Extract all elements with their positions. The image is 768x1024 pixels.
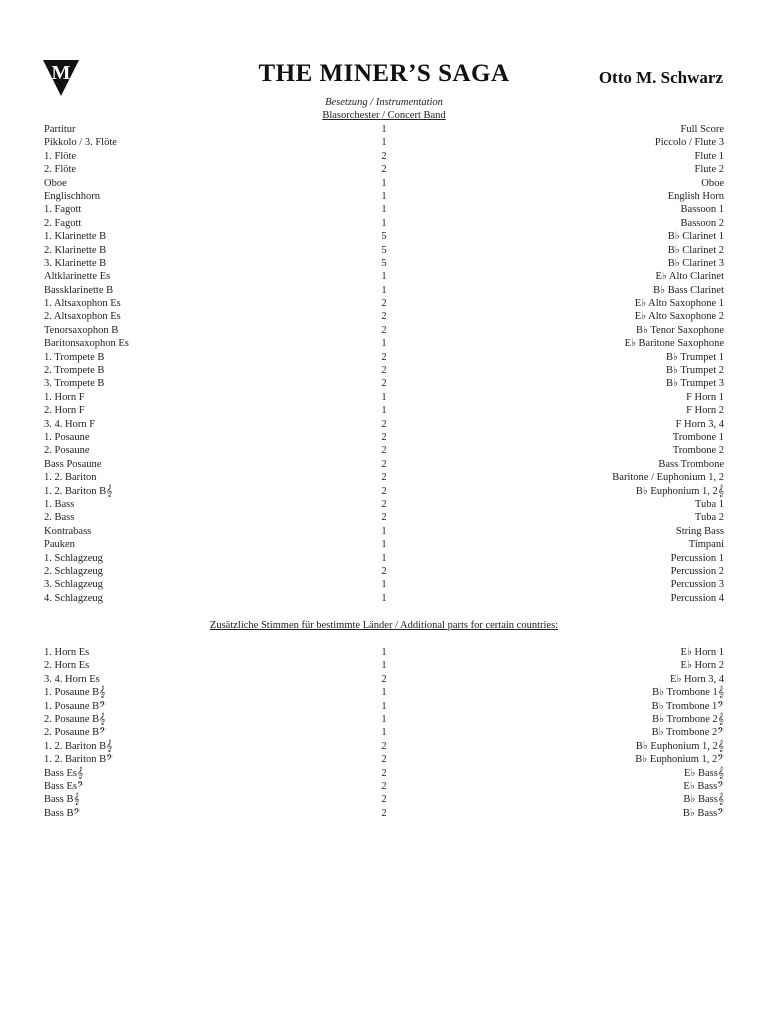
part-row xyxy=(44,700,724,713)
part-row xyxy=(44,726,724,739)
part-row xyxy=(44,686,724,699)
part-name-en: Oboe xyxy=(701,177,724,189)
part-row xyxy=(44,538,724,551)
part-name-en: E♭ Alto Clarinet xyxy=(655,271,724,283)
part-name-en: B♭ Trumpet 2 xyxy=(665,365,724,377)
part-name-en: Percussion 1 xyxy=(670,552,724,564)
part-row xyxy=(44,364,724,377)
part-count: 2 xyxy=(381,431,387,443)
part-count: 2 xyxy=(381,767,387,779)
part-name-de: 2. Fagott xyxy=(44,217,82,229)
part-name-en: E♭ Horn 3, 4 xyxy=(670,673,724,685)
part-name-de: 1. Posaune B𝄞 xyxy=(44,687,106,699)
page-title: THE MINER’S SAGA xyxy=(258,60,510,87)
part-name-de: Bass Es𝄞 xyxy=(44,767,84,779)
svg-text:M: M xyxy=(51,62,71,84)
part-row xyxy=(44,444,724,457)
part-row xyxy=(44,230,724,243)
additional-parts-heading: Zusätzliche Stimmen für bestimmte Länder / Additional parts for certain countries: xyxy=(209,620,559,631)
part-count: 1 xyxy=(381,525,387,537)
part-count: 1 xyxy=(381,539,387,551)
part-count: 5 xyxy=(381,231,387,243)
part-row xyxy=(44,337,724,350)
part-count: 5 xyxy=(381,257,387,269)
part-name-de: 3. Klarinette B xyxy=(44,257,107,269)
part-name-de: 1. Trompete B xyxy=(44,351,105,363)
part-name-de: 1. Schlagzeug xyxy=(44,552,103,564)
part-count: 2 xyxy=(381,512,387,524)
part-name-de: 1. Altsaxophon Es xyxy=(44,298,121,310)
additional-parts-list xyxy=(44,646,724,820)
part-name-en: B♭ Trumpet 3 xyxy=(665,378,724,390)
part-name-de: Bass B𝄞 xyxy=(44,794,80,806)
part-count: 2 xyxy=(381,740,387,752)
part-count: 1 xyxy=(381,190,387,202)
part-count: 2 xyxy=(381,164,387,176)
part-row xyxy=(44,404,724,417)
part-name-de: 2. Posaune B𝄢 xyxy=(44,727,106,739)
part-name-de: 3. 4. Horn F xyxy=(44,418,96,430)
part-count: 1 xyxy=(381,124,387,135)
part-count: 2 xyxy=(381,673,387,685)
part-count: 1 xyxy=(381,177,387,189)
part-name-de: 2. Horn Es xyxy=(44,660,90,672)
part-name-de: Bass Posaune xyxy=(44,458,102,470)
part-count: 2 xyxy=(381,324,387,336)
part-count: 1 xyxy=(381,727,387,739)
part-name-de: 1. 2. Bariton B𝄞 xyxy=(44,485,113,497)
part-name-de: 1. 2. Bariton B𝄞 xyxy=(44,740,113,752)
part-name-de: 2. Trompete B xyxy=(44,365,105,377)
part-count: 2 xyxy=(381,150,387,162)
part-count: 1 xyxy=(381,700,387,712)
part-name-en: Tuba 2 xyxy=(694,512,724,524)
part-count: 1 xyxy=(381,647,387,658)
part-row xyxy=(44,646,724,659)
part-name-en: Bassoon 2 xyxy=(680,217,724,229)
part-name-de: 1. Horn F xyxy=(44,391,85,403)
part-name-en: String Bass xyxy=(675,525,724,537)
part-row xyxy=(44,190,724,203)
part-row xyxy=(44,498,724,511)
part-row xyxy=(44,150,724,163)
part-row xyxy=(44,136,724,149)
part-name-en: English Horn xyxy=(667,190,724,202)
part-row xyxy=(44,673,724,686)
part-name-en: Percussion 4 xyxy=(670,592,724,604)
part-name-en: Timpani xyxy=(688,539,724,551)
part-row xyxy=(44,391,724,404)
part-count: 2 xyxy=(381,754,387,766)
composer-name: Otto M. Schwarz xyxy=(598,68,723,87)
part-row xyxy=(44,284,724,297)
part-row xyxy=(44,565,724,578)
part-count: 2 xyxy=(381,445,387,457)
part-name-en: B♭ Euphonium 1, 2𝄞 xyxy=(635,485,724,497)
part-count: 1 xyxy=(381,713,387,725)
part-name-en: Flute 1 xyxy=(694,150,724,162)
part-count: 1 xyxy=(381,405,387,417)
part-row xyxy=(44,740,724,753)
part-name-de: Oboe xyxy=(44,177,67,189)
part-count: 2 xyxy=(381,418,387,430)
part-row xyxy=(44,458,724,471)
part-name-en: Piccolo / Flute 3 xyxy=(654,137,724,149)
part-name-de: 1. Flöte xyxy=(44,150,77,162)
part-name-de: 2. Posaune xyxy=(44,445,90,457)
part-name-en: F Horn 2 xyxy=(686,405,724,417)
parts-list xyxy=(44,123,724,605)
part-name-en: Bassoon 1 xyxy=(680,204,724,216)
part-name-de: 2. Klarinette B xyxy=(44,244,107,256)
part-name-en: Baritone / Euphonium 1, 2 xyxy=(612,472,724,484)
part-name-en: Percussion 2 xyxy=(670,565,724,577)
part-name-en: Full Score xyxy=(680,124,724,135)
part-name-en: B♭ Euphonium 1, 2𝄢 xyxy=(635,754,724,766)
part-count: 2 xyxy=(381,807,387,819)
part-row xyxy=(44,793,724,806)
part-count: 2 xyxy=(381,365,387,377)
part-name-de: 2. Bass xyxy=(44,512,75,524)
part-count: 1 xyxy=(381,592,387,604)
part-name-de: 2. Altsaxophon Es xyxy=(44,311,121,323)
part-row xyxy=(44,431,724,444)
part-name-de: 3. Schlagzeug xyxy=(44,579,103,591)
part-count: 1 xyxy=(381,284,387,296)
part-row xyxy=(44,418,724,431)
part-name-de: 1. Fagott xyxy=(44,204,82,216)
part-row xyxy=(44,177,724,190)
part-row xyxy=(44,753,724,766)
part-count: 5 xyxy=(381,244,387,256)
part-count: 2 xyxy=(381,298,387,310)
part-name-en: B♭ Clarinet 2 xyxy=(667,244,724,256)
part-count: 1 xyxy=(381,271,387,283)
part-count: 2 xyxy=(381,311,387,323)
part-row xyxy=(44,767,724,780)
part-count: 1 xyxy=(381,391,387,403)
part-row xyxy=(44,244,724,257)
part-row xyxy=(44,203,724,216)
part-name-de: 1. Klarinette B xyxy=(44,231,107,243)
part-count: 1 xyxy=(381,204,387,216)
part-name-en: B♭ Trombone 1𝄢 xyxy=(651,700,724,712)
part-count: 2 xyxy=(381,378,387,390)
instrumentation-subtitle: Besetzung / Instrumentation xyxy=(325,97,443,108)
part-count: 2 xyxy=(381,498,387,510)
part-count: 2 xyxy=(381,458,387,470)
part-row xyxy=(44,485,724,498)
part-name-de: 1. Posaune xyxy=(44,431,90,443)
part-name-en: E♭ Horn 1 xyxy=(680,647,724,658)
part-name-en: Trombone 1 xyxy=(672,431,724,443)
part-name-de: 1. 2. Bariton B𝄢 xyxy=(44,754,113,766)
part-name-en: F Horn 1 xyxy=(686,391,724,403)
part-count: 2 xyxy=(381,794,387,806)
part-row xyxy=(44,471,724,484)
part-name-de: Baritonsaxophon Es xyxy=(44,338,129,350)
part-row xyxy=(44,351,724,364)
part-count: 1 xyxy=(381,687,387,699)
part-name-en: Percussion 3 xyxy=(670,579,724,591)
part-count: 1 xyxy=(381,552,387,564)
part-name-de: Englischhorn xyxy=(44,190,100,202)
part-name-en: B♭ Tenor Saxophone xyxy=(635,324,724,336)
part-name-en: Trombone 2 xyxy=(672,445,724,457)
part-name-en: B♭ Bass𝄢 xyxy=(682,807,724,819)
part-count: 1 xyxy=(381,579,387,591)
part-name-de: Tenorsaxophon B xyxy=(44,324,119,336)
part-name-en: B♭ Clarinet 3 xyxy=(667,257,724,269)
part-name-de: 3. Trompete B xyxy=(44,378,105,390)
ensemble-label: Blasorchester / Concert Band xyxy=(322,110,446,121)
part-name-de: 2. Posaune B𝄞 xyxy=(44,713,106,725)
part-name-de: Bass B𝄢 xyxy=(44,807,81,819)
part-name-de: 3. 4. Horn Es xyxy=(44,673,100,685)
part-row xyxy=(44,270,724,283)
part-name-en: E♭ Alto Saxophone 1 xyxy=(634,298,724,310)
part-name-de: 2. Flöte xyxy=(44,164,77,176)
part-row xyxy=(44,592,724,605)
part-name-de: Pikkolo / 3. Flöte xyxy=(44,137,117,149)
part-count: 2 xyxy=(381,780,387,792)
part-name-en: E♭ Bass𝄞 xyxy=(683,767,724,779)
part-name-de: 2. Schlagzeug xyxy=(44,565,103,577)
part-name-en: B♭ Bass Clarinet xyxy=(653,284,724,296)
part-name-en: E♭ Baritone Saxophone xyxy=(624,338,724,350)
part-name-en: E♭ Alto Saxophone 2 xyxy=(634,311,724,323)
part-count: 1 xyxy=(381,660,387,672)
part-name-en: E♭ Horn 2 xyxy=(680,660,724,672)
part-name-en: Bass Trombone xyxy=(658,458,724,470)
part-count: 2 xyxy=(381,472,387,484)
part-row xyxy=(44,123,724,136)
part-row xyxy=(44,257,724,270)
part-count: 2 xyxy=(381,485,387,497)
part-row xyxy=(44,659,724,672)
part-row xyxy=(44,511,724,524)
part-row xyxy=(44,578,724,591)
part-row xyxy=(44,780,724,793)
part-name-de: Kontrabass xyxy=(44,525,92,537)
part-row xyxy=(44,807,724,820)
part-name-en: E♭ Bass𝄢 xyxy=(683,780,724,792)
part-name-de: Pauken xyxy=(44,539,75,551)
part-name-de: 1. 2. Bariton xyxy=(44,472,97,484)
part-row xyxy=(44,713,724,726)
part-name-en: B♭ Trombone 2𝄢 xyxy=(651,727,724,739)
part-count: 2 xyxy=(381,565,387,577)
part-name-en: B♭ Euphonium 1, 2𝄞 xyxy=(635,740,724,752)
part-row xyxy=(44,324,724,337)
part-name-en: Flute 2 xyxy=(694,164,724,176)
part-name-de: 4. Schlagzeug xyxy=(44,592,103,604)
part-name-en: Tuba 1 xyxy=(694,498,724,510)
part-name-de: 2. Horn F xyxy=(44,405,85,417)
part-row xyxy=(44,297,724,310)
part-name-de: 1. Horn Es xyxy=(44,647,90,658)
part-row xyxy=(44,525,724,538)
part-count: 2 xyxy=(381,351,387,363)
part-count: 1 xyxy=(381,217,387,229)
part-row xyxy=(44,377,724,390)
part-name-de: Bass Es𝄢 xyxy=(44,780,84,792)
part-name-de: 1. Bass xyxy=(44,498,75,510)
part-name-de: Partitur xyxy=(44,124,76,135)
part-row xyxy=(44,217,724,230)
part-name-de: 1. Posaune B𝄢 xyxy=(44,700,106,712)
part-name-en: F Horn 3, 4 xyxy=(675,418,724,430)
part-name-en: B♭ Clarinet 1 xyxy=(667,231,724,243)
part-count: 1 xyxy=(381,137,387,149)
part-row xyxy=(44,163,724,176)
part-name-en: B♭ Trumpet 1 xyxy=(665,351,724,363)
part-name-de: Altklarinette Es xyxy=(44,271,111,283)
part-name-en: B♭ Trombone 2𝄞 xyxy=(652,713,724,725)
part-name-en: B♭ Bass𝄞 xyxy=(683,794,724,806)
part-row xyxy=(44,310,724,323)
part-name-en: B♭ Trombone 1𝄞 xyxy=(652,687,724,699)
part-count: 1 xyxy=(381,338,387,350)
part-row xyxy=(44,552,724,565)
part-name-de: Bassklarinette B xyxy=(44,284,114,296)
